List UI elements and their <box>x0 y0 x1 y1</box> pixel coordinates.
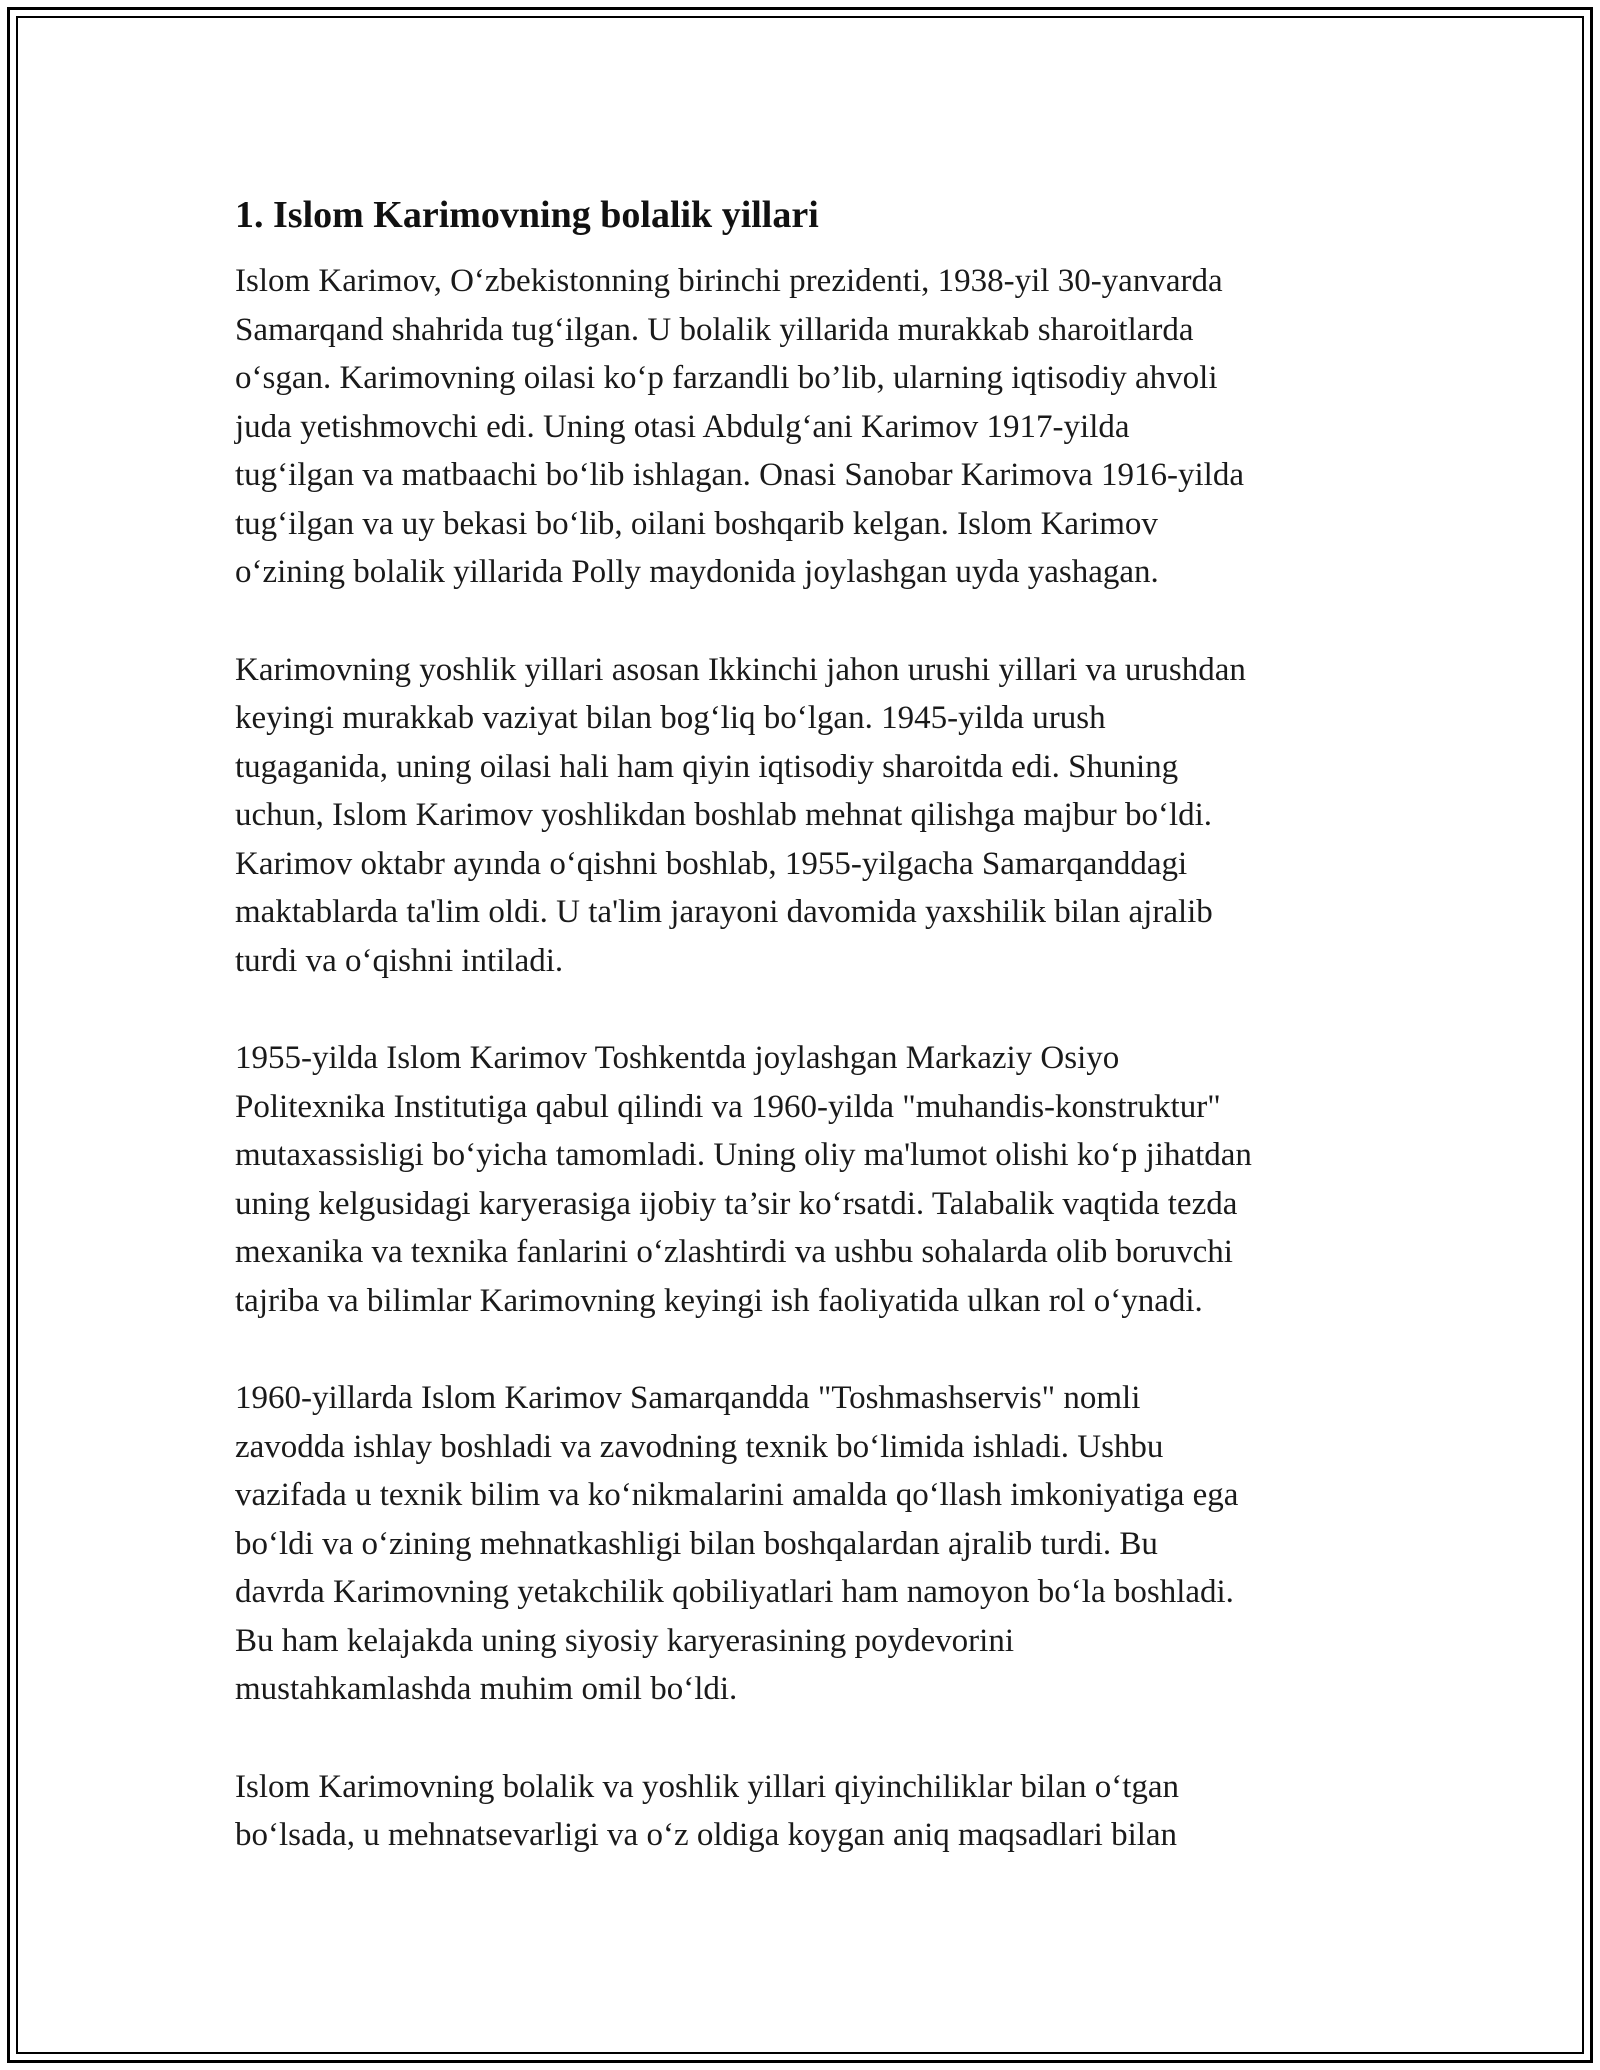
text-line: mexanika va texnika fanlarini o‘zlashtirdi va ushbu sohalarda olib boruvchi <box>235 1234 1233 1270</box>
paragraph-summary <box>235 1763 1385 1860</box>
text-line: tug‘ilgan va matbaachi bo‘lib ishlagan. Onasi Sanobar Karimova 1916-yilda <box>235 457 1244 493</box>
text-line: zavodda ishlay boshladi va zavodning texnik bo‘limida ishladi. Ushbu <box>235 1428 1164 1465</box>
text-line: Karimovning yoshlik yillari asosan Ikkinchi jahon urushi yillari va urushdan <box>235 651 1246 688</box>
text-line: o‘sgan. Karimovning oilasi ko‘p farzandli bo’lib, ularning iqtisodiy ahvoli <box>235 360 1218 396</box>
text-line: mustahkamlashda muhim omil bo‘ldi. <box>235 1671 738 1707</box>
text-line: Islom Karimovning bolalik va yoshlik yillari qiyinchiliklar bilan o‘tgan <box>235 1768 1180 1805</box>
text-line: 1960-yillarda Islom Karimov Samarqandda "Toshmashservis" nomli <box>235 1380 1141 1416</box>
document-body <box>235 185 1385 1909</box>
text-line: bo‘lsada, u mehnatsevarligi va o‘z oldiga koygan aniq maqsadlari bilan <box>235 1817 1178 1853</box>
text-line: Bu ham kelajakda uning siyosiy karyerasining poydevorini <box>235 1622 1015 1659</box>
text-line: Samarqand shahrida tug‘ilgan. U bolalik yillarida murakkab sharoitlarda <box>235 311 1194 348</box>
text-line: Karimov oktabr ayında o‘qishni boshlab, 1955-yilgacha Samarqanddagi <box>235 845 1188 882</box>
text-line: bo‘ldi va o‘zining mehnatkashligi bilan boshqalardan ajralib turdi. Bu <box>235 1525 1158 1562</box>
text-line: Politexnika Institutiga qabul qilindi va 1960-yilda "muhandis-konstruktur" <box>235 1088 1221 1125</box>
section-heading: 1. Islom Karimovning bolalik yillari <box>235 194 819 236</box>
paragraph-career <box>235 1374 1385 1714</box>
text-line: o‘zining bolalik yillarida Polly maydonida joylashgan uyda yashagan. <box>235 554 1159 590</box>
text-line: Islom Karimov, O‘zbekistonning birinchi prezidenti, 1938-yil 30-yanvarda <box>235 263 1223 299</box>
text-line: turdi va o‘qishni intiladi. <box>235 942 564 979</box>
text-line: vazifada u texnik bilim va ko‘nikmalarini amalda qo‘llash imkoniyatiga ega <box>235 1477 1239 1513</box>
text-line: keyingi murakkab vaziyat bilan bog‘liq bo‘lgan. 1945-yilda urush <box>235 700 1106 736</box>
text-line: tajriba va bilimlar Karimovning keyingi ish faoliyatida ulkan rol o‘ynadi. <box>235 1282 1203 1319</box>
text-line: davrda Karimovning yetakchilik qobiliyatlari ham namoyon bo‘la boshladi. <box>235 1574 1234 1610</box>
text-line: mutaxassisligi bo‘yicha tamomladi. Uning oliy ma'lumot olishi ko‘p jihatdan <box>235 1137 1252 1173</box>
text-line: 1955-yilda Islom Karimov Toshkentda joylashgan Markaziy Osiyo <box>235 1040 1120 1076</box>
text-line: tug‘ilgan va uy bekasi bo‘lib, oilani boshqarib kelgan. Islom Karimov <box>235 505 1158 542</box>
paragraph-childhood <box>235 257 1385 597</box>
paragraph-youth <box>235 646 1385 986</box>
text-line: uchun, Islom Karimov yoshlikdan boshlab mehnat qilishga majbur bo‘ldi. <box>235 797 1213 833</box>
text-line: tugaganida, uning oilasi hali ham qiyin iqtisodiy sharoitda edi. Shuning <box>235 748 1179 785</box>
paragraph-education <box>235 1034 1385 1325</box>
text-line: maktablarda ta'lim oldi. U ta'lim jarayoni davomida yaxshilik bilan ajralib <box>235 894 1213 930</box>
text-line: uning kelgusidagi karyerasiga ijobiy ta’sir ko‘rsatdi. Talabalik vaqtida tezda <box>235 1185 1238 1222</box>
text-line: juda yetishmovchi edi. Uning otasi Abdulg‘ani Karimov 1917-yilda <box>235 408 1130 445</box>
